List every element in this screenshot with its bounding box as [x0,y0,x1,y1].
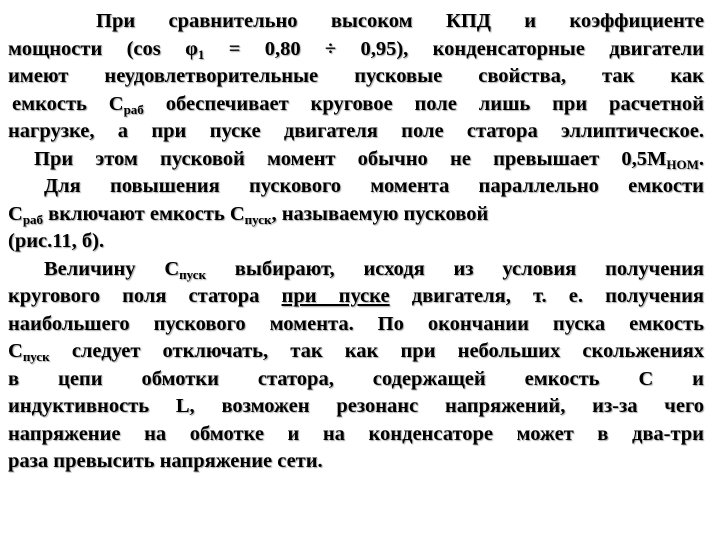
text-line [8,448,704,476]
text-line [8,146,704,174]
text-run: С [8,340,23,362]
subscript: НОМ [666,156,699,172]
text-run: (рис.11, б). [8,230,105,252]
text-line [8,338,704,366]
text-run: При этом пусковой момент обычно не превышает 0,5М [34,147,667,170]
document-text [8,8,704,476]
text-run: наибольшего пускового момента. По окончании пуска емкость [8,312,704,335]
text-line [8,8,704,36]
text-run: включают емкость С [43,202,245,225]
text-run: индуктивность L, возможен резонанс напряжений, из-за чего [8,395,704,417]
text-run: = 0,80 ÷ 0,95), конденсаторные двигатели [204,37,704,60]
underlined-text: при пуске [281,285,390,307]
text-run: имеют неудовлетворительные пусковые свойства, так как [8,65,704,87]
text-line [8,228,704,256]
text-run: емкость С [12,92,124,115]
text-run: . [698,147,704,170]
text-line [8,393,704,421]
text-run: в цепи обмотки статора, содержащей емкость С и [8,367,704,390]
text-run: раза превысить напряжение сети. [8,450,323,472]
text-run: Для повышения пускового момента параллельно емкости [44,175,704,197]
text-line [8,283,704,311]
text-run: напряжение на обмотке и на конденсаторе может в два-три [8,422,704,445]
text-run: С [8,202,23,225]
text-line [8,91,704,119]
text-line [8,63,704,91]
text-line [8,173,704,201]
text-line [8,118,704,146]
text-run: следует отключать, так как при небольших скольжениях [49,340,704,362]
text-run: кругового поля статора [8,285,282,307]
subscript: пуск [179,266,206,282]
subscript: раб [22,211,44,227]
text-line [8,421,704,449]
text-line [8,366,704,394]
text-run: выбирают, исходя из условия получения [206,257,705,280]
text-line [8,201,704,229]
text-run: При сравнительно высоком КПД и коэффициенте [96,10,704,32]
text-run: мощности (cos φ [8,37,198,60]
text-line [8,311,704,339]
text-line [8,256,704,284]
subscript: раб [123,101,144,117]
text-run: двигателя, т. е. получения [389,285,704,307]
text-run: нагрузке, а при пуске двигателя поле статора эллиптическое. [8,120,704,142]
subscript: 1 [197,46,205,62]
subscript: пуск [22,349,50,364]
text-line [8,36,704,64]
text-run: Величину С [44,257,180,280]
subscript: пуск [244,211,272,227]
text-run: обеспечивает круговое поле лишь при расчетной [143,92,704,115]
text-run: , называемую пусковой [271,202,489,225]
